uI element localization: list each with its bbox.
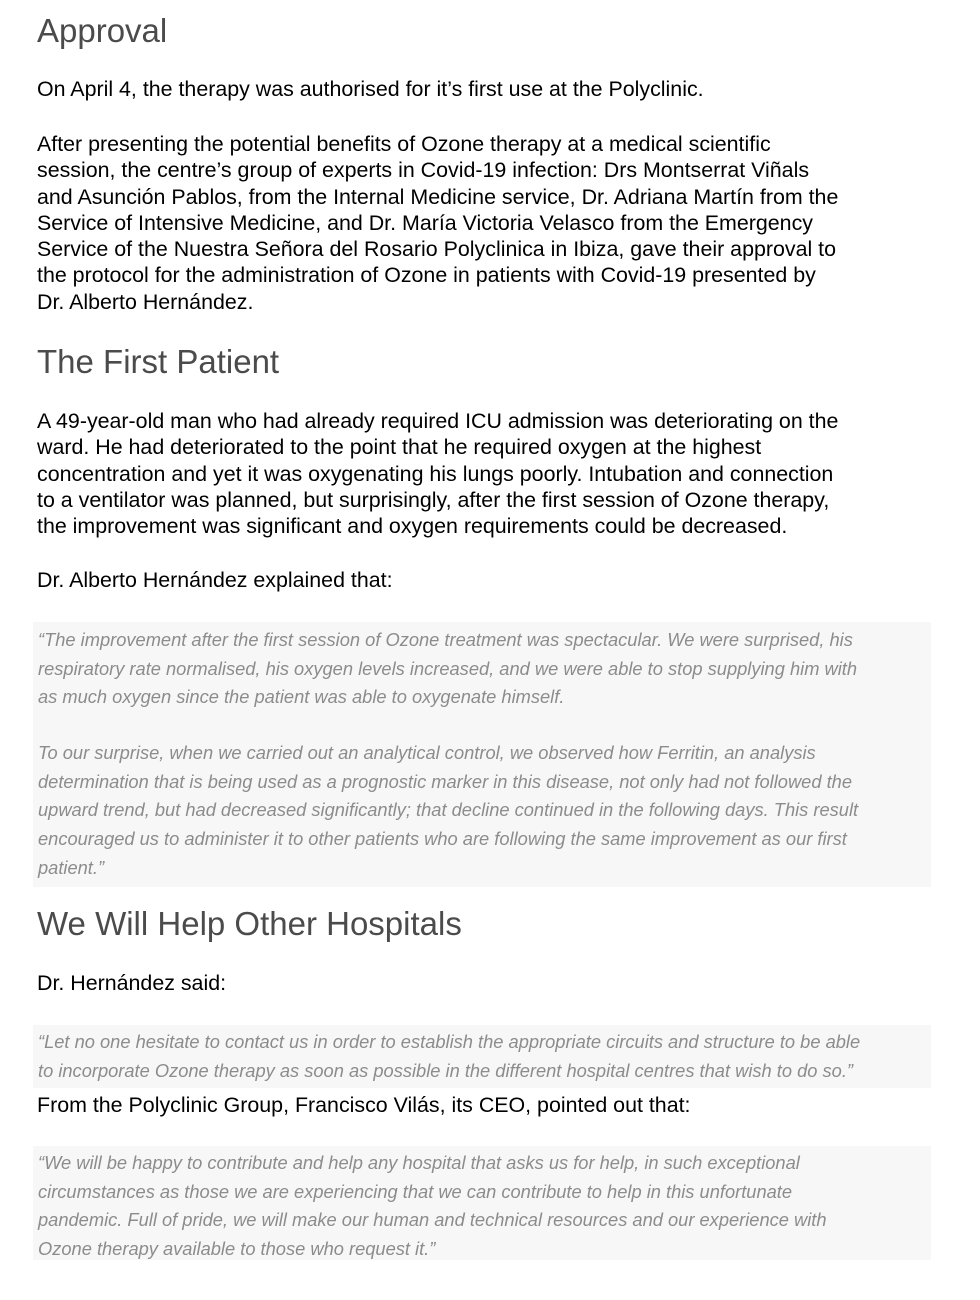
text-line: “The improvement after the first session of Ozone treatment was spectacular. We were surprised, his: [38, 629, 853, 650]
quote-block-ceo: [33, 1146, 931, 1260]
text-line: determination that is being used as a prognostic marker in this disease, not only had not followed the: [38, 770, 852, 792]
text-line: ward. He had deteriorated to the point that he required oxygen at the highest: [37, 435, 762, 460]
text-line: concentration and yet it was oxygenating his lungs poorly. Intubation and connection: [37, 461, 834, 486]
text-line: to a ventilator was planned, but surprisingly, after the first session of Ozone therapy,: [37, 487, 830, 512]
text-line: pandemic. Full of pride, we will make our human and technical resources and our experience with: [38, 1209, 827, 1231]
quote-paragraph-1: [38, 626, 928, 712]
text-line: From the Polyclinic Group, Francisco Vilás, its CEO, pointed out that:: [37, 1093, 691, 1117]
text-line: circumstances as those we are experiencing that we can contribute to help in this unfortunate: [38, 1180, 793, 1202]
text-line: Dr. Alberto Hernández explained that:: [37, 568, 393, 592]
text-line: On April 4, the therapy was authorised for it’s first use at the Polyclinic.: [37, 77, 704, 101]
heading-first-patient: The First Patient: [37, 343, 280, 380]
text-line: session, the centre’s group of experts in Covid-19 infection: Drs Montserrat Viñals: [37, 158, 810, 183]
approval-paragraph-1: [37, 76, 937, 102]
heading-help-hospitals: We Will Help Other Hospitals: [37, 905, 462, 942]
text-line: “We will be happy to contribute and help any hospital that asks us for help, in such exceptional: [38, 1152, 800, 1173]
text-line: “Let no one hesitate to contact us in order to establish the appropriate circuits and structure to be able: [38, 1031, 861, 1052]
text-line: the protocol for the administration of Ozone in patients with Covid-19 presented by: [37, 263, 816, 288]
text-line: as much oxygen since the patient was able to oxygenate himself.: [38, 686, 565, 708]
text-line: A 49-year-old man who had already required ICU admission was deteriorating on the: [37, 409, 839, 433]
text-line: Service of the Nuestra Señora del Rosario Polyclinica in Ibiza, gave their approval to: [37, 237, 837, 262]
text-line: respiratory rate normalised, his oxygen levels increased, and we were able to stop supplying him with: [38, 657, 858, 679]
heading-approval: Approval: [37, 12, 168, 49]
text-line: the improvement was significant and oxygen requirements could be decreased.: [37, 514, 788, 539]
text-line: Ozone therapy available to those who request it.”: [38, 1238, 436, 1260]
text-line: patient.”: [38, 856, 105, 878]
help-paragraph-1: [37, 970, 937, 996]
help-paragraph-2: [37, 1092, 937, 1118]
first-patient-paragraph-2: [37, 567, 937, 593]
text-line: upward trend, but had decreased significantly; that decline continued in the following days. This result: [38, 799, 859, 821]
quote-ceo-text: [38, 1149, 928, 1264]
approval-paragraph-2: [37, 131, 937, 315]
quote-block-hernandez: [33, 622, 931, 887]
text-line: After presenting the potential benefits of Ozone therapy at a medical scientific: [37, 132, 771, 156]
quote-paragraph-2: [38, 739, 928, 883]
text-line: Service of Intensive Medicine, and Dr. María Victoria Velasco from the Emergency: [37, 210, 813, 235]
text-line: encouraged us to administer it to other patients who are following the same improvement as our first: [38, 828, 847, 850]
text-line: Dr. Alberto Hernández.: [37, 289, 254, 314]
first-patient-paragraph-1: [37, 408, 937, 539]
quote-block-contact: [33, 1025, 931, 1088]
text-line: and Asunción Pablos, from the Internal Medicine service, Dr. Adriana Martín from the: [37, 184, 839, 209]
text-line: to incorporate Ozone therapy as soon as possible in the different hospital centres that wish to do so.”: [38, 1059, 853, 1081]
text-line: Dr. Hernández said:: [37, 971, 227, 995]
text-line: To our surprise, when we carried out an analytical control, we observed how Ferritin, an analysis: [38, 742, 816, 763]
quote-contact-text: [38, 1028, 928, 1085]
